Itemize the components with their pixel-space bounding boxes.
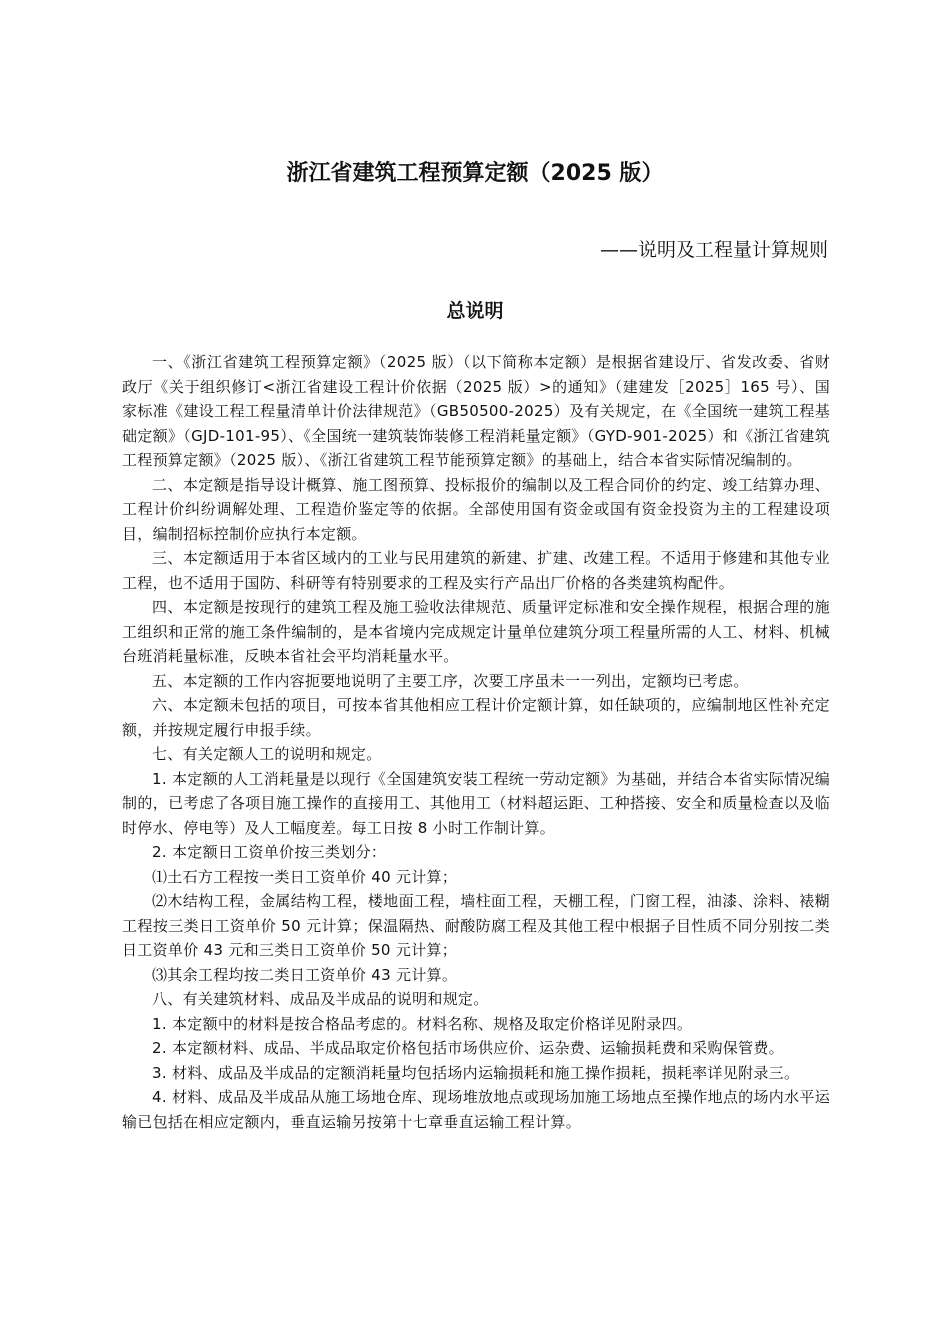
document-subtitle: ——说明及工程量计算规则 — [599, 239, 828, 261]
paragraph-14: 1. 本定额中的材料是按合格品考虑的。材料名称、规格及取定价格详见附录四。 — [152, 1014, 693, 1033]
paragraph-11: ⑵木结构工程，金属结构工程，楼地面工程，墙柱面工程，天棚工程，门窗工程，油漆、涂料、裱糊工程按三类日工资单价 50 元计算；保温隔热、耐酸防腐工程及其他工程中根据子目性质不同分别按二类日工资单价 43 元和三类日工资单价 50 元计算； — [122, 892, 830, 959]
paragraph-8: 1. 本定额的人工消耗量是以现行《全国建筑安装工程统一劳动定额》为基础，并结合本省实际情况编制的，已考虑了各项目施工操作的直接用工、其他用工（材料超运距、工种搭接、安全和质量检查以及临时停水、停电等）及人工幅度差。每工日按 8 小时工作制计算。 — [122, 769, 830, 837]
paragraph-9: 2. 本定额日工资单价按三类划分： — [152, 843, 387, 861]
paragraph-10: ⑴土石方工程按一类日工资单价 40 元计算； — [152, 867, 458, 886]
paragraph-13: 八、有关建筑材料、成品及半成品的说明和规定。 — [152, 990, 489, 1008]
paragraph-7: 七、有关定额人工的说明和规定。 — [152, 745, 382, 763]
document-body — [122, 350, 830, 1134]
paragraph-12: ⑶其余工程均按二类日工资单价 43 元计算。 — [152, 965, 458, 984]
paragraph-17: 4. 材料、成品及半成品从施工场地仓库、现场堆放地点或现场加施工场地点至操作地点的场内水平运输已包括在相应定额内，垂直运输另按第十七章垂直运输工程计算。 — [122, 1088, 830, 1131]
paragraph-1: 一、《浙江省建筑工程预算定额》（2025 版）（以下简称本定额）是根据省建设厅、省发改委、省财政厅《关于组织修订<浙江省建设工程计价依据（2025 版）>的通知》（建建发［2025］165 号）、国家标准《建设工程工程量清单计价法律规范》（GB50500-2025）及有关规定，在《全国统一建筑工程基础定额》（GJD-101-95）、《全国统一建筑装饰装修工程消耗量定额》（GYD-901-2025）和《浙江省建筑工程预算定额》（2025 版）、《浙江省建筑工程节能预算定额》的基础上，结合本省实际情况编制的。 — [122, 353, 830, 469]
section-heading: 总说明 — [446, 300, 504, 322]
paragraph-2: 二、本定额是指导设计概算、施工图预算、投标报价的编制以及工程合同价的约定、竣工结算办理、工程计价纠纷调解处理、工程造价鉴定等的依据。全部使用国有资金或国有资金投资为主的工程建设项目，编制招标控制价应执行本定额。 — [122, 475, 830, 543]
paragraph-15: 2. 本定额材料、成品、半成品取定价格包括市场供应价、运杂费、运输损耗费和采购保管费。 — [152, 1039, 784, 1057]
paragraph-3: 三、本定额适用于本省区域内的工业与民用建筑的新建、扩建、改建工程。不适用于修建和其他专业工程，也不适用于国防、科研等有特别要求的工程及实行产品出厂价格的各类建筑构配件。 — [122, 549, 830, 592]
paragraph-4: 四、本定额是按现行的建筑工程及施工验收法律规范、质量评定标准和安全操作规程，根据合理的施工组织和正常的施工条件编制的，是本省境内完成规定计量单位建筑分项工程量所需的人工、材料、机械台班消耗量标准，反映本省社会平均消耗量水平。 — [122, 598, 830, 665]
paragraph-6: 六、本定额未包括的项目，可按本省其他相应工程计价定额计算，如任缺项的，应编制地区性补充定额，并按规定履行申报手续。 — [122, 696, 830, 739]
paragraph-5: 五、本定额的工作内容扼要地说明了主要工序，次要工序虽未一一列出，定额均已考虑。 — [152, 671, 749, 690]
document-title: 浙江省建筑工程预算定额（2025 版） — [286, 161, 664, 186]
paragraph-16: 3. 材料、成品及半成品的定额消耗量均包括场内运输损耗和施工操作损耗，损耗率详见附录三。 — [152, 1063, 800, 1082]
